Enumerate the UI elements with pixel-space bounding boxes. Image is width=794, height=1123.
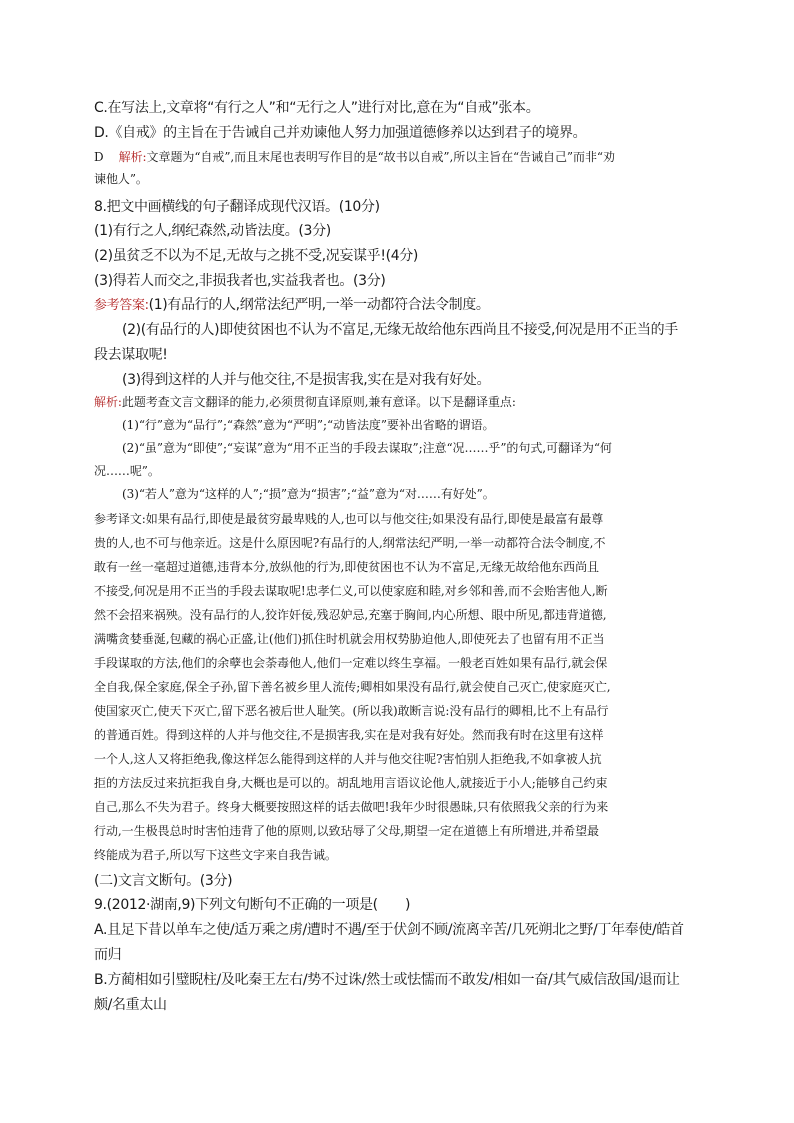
explanation-text: 此题考查文言文翻译的能力,必须贯彻直译原则,兼有意译。以下是翻译重点: — [121, 395, 516, 409]
translation-line: 敢有一丝一毫超过道德,违背本分,放纵他的行为,即使贫困也不认为不富足,无缘无故给他东西尚且 — [94, 560, 600, 574]
explanation-intro — [94, 393, 516, 410]
question-8: 8.把文中画横线的句子翻译成现代汉语。(10分) — [94, 199, 380, 215]
translation-line: 使国家灭亡,使天下灭亡,留下恶名被后世人耻笑。(所以我)敢断言说:没有品行的卿相,比不上有品行 — [94, 704, 609, 718]
explanation-3: (3)“若人”意为“这样的人”;“损”意为“损害”;“益”意为“对……有好处”。 — [122, 487, 495, 501]
translation-line: 的普通百姓。得到这样的人并与他交往,不是损害我,实在是对我有好处。然而我有时在这里有这样 — [94, 728, 604, 742]
translation-line: 行动,一生极畏总时时害怕违背了他的原则,以致玷辱了父母,期望一定在道德上有所增进,并希望最 — [94, 824, 600, 838]
translation-line: 拒的方法反过来抗拒我自身,大概也是可以的。胡乱地用言语议论他人,就接近于小人;能够自己约束 — [94, 776, 608, 790]
question-9-option-a-cont: 而归 — [94, 947, 122, 963]
explanation-1: (1)“行”意为“品行”;“森然”意为“严明”;“动皆法度”要补出省略的谓语。 — [122, 418, 495, 432]
explanation-label: 解析: — [94, 395, 122, 409]
analysis-text-cont: 谏他人”。 — [94, 172, 148, 186]
translation-line: 满嘴贪婪垂涎,包藏的祸心正盛,让(他们)抓住时机就会用权势胁迫他人,即使死去了也留有用不正当 — [94, 632, 605, 646]
question-9-option-a: A.且足下昔以单车之使/适万乘之虏/遭时不遇/至于伏剑不顾/流离辛苦/几死朔北之野/丁年奉使/皓首 — [94, 922, 684, 938]
translation-line: 贵的人,也不可与他亲近。这是什么原因呢?有品行的人,纲常法纪严明,一举一动都符合法令制度,不 — [94, 536, 606, 550]
reference-answer-3: (3)得到这样的人并与他交往,不是损害我,实在是对我有好处。 — [122, 372, 491, 388]
translation-line: 自己,那么不失为君子。终身大概要按照这样的话去做吧!我年少时很愚昧,只有依照我父亲的行为来 — [94, 800, 609, 814]
analysis-text: 文章题为“自戒”,而且末尾也表明写作目的是“故书以自戒”,所以主旨在“告诫自己”而非“劝 — [146, 150, 615, 164]
reference-answer-label: 参考答案: — [94, 298, 149, 313]
analysis-label: 解析: — [118, 150, 147, 164]
option-c: C.在写法上,文章将“有行之人”和“无行之人”进行对比,意在为“自戒”张本。 — [94, 100, 540, 116]
answer-letter: D — [94, 150, 104, 164]
translation-label: 参考译文: — [94, 512, 146, 526]
translation-line — [94, 510, 603, 527]
question-9-option-b: B.方蔺相如引璧睨柱/及叱秦王左右/势不过诛/然士或怯懦而不敢发/相如一奋/其气威信敌国/退而让 — [94, 972, 680, 988]
reference-answer-1 — [94, 294, 490, 314]
translation-line: 一个人,这人又将拒绝我,像这样怎么能得到这样的人并与他交往呢?害怕别人拒绝我,不如拿被人抗 — [94, 752, 602, 766]
explanation-2-cont: 况……呢”。 — [94, 464, 160, 478]
question-9: 9.(2012·湖南,9)下列文句断句不正确的一项是( ) — [94, 897, 411, 913]
translation-line: 全自我,保全家庭,保全子孙,留下善名被乡里人流传;卿相如果没有品行,就会使自己灭亡,使家庭灭亡, — [94, 680, 611, 694]
question-9-option-b-cont: 颇/名重太山 — [94, 997, 167, 1013]
translation-line: 然不会招来祸殃。没有品行的人,狡诈奸佞,残忍妒忌,充塞于胸间,内心所想、眼中所见,都违背道德, — [94, 608, 607, 622]
question-8-item-3: (3)得若人而交之,非损我者也,实益我者也。(3分) — [94, 273, 386, 289]
reference-answer-2: (2)(有品行的人)即使贫困也不认为不富足,无缘无故给他东西尚且不接受,何况是用不正当的手 — [122, 322, 678, 338]
answer-7 — [94, 148, 615, 165]
translation-line: 终能成为君子,所以写下这些文字来自我告诫。 — [94, 848, 337, 862]
translation-line: 手段谋取的方法,他们的余孽也会荼毒他人,他们一定难以终生享福。一般老百姓如果有品行,就会保 — [94, 656, 608, 670]
reference-answer-text: (1)有品行的人,纲常法纪严明,一举一动都符合法令制度。 — [148, 297, 490, 313]
explanation-2: (2)“虽”意为“即使”;“妄谋”意为“用不正当的手段去谋取”;注意“况……乎”的句式,可翻译为“何 — [122, 441, 612, 455]
reference-answer-2-cont: 段去谋取呢! — [94, 347, 168, 363]
question-8-item-2: (2)虽贫乏不以为不足,无故与之挑不受,况妄谋乎!(4分) — [94, 248, 419, 264]
translation-line: 不接受,何况是用不正当的手段去谋取呢!忠孝仁义,可以使家庭和睦,对乡邻和善,而不会贻害他人,断 — [94, 584, 608, 598]
question-8-item-1: (1)有行之人,纲纪森然,动皆法度。(3分) — [94, 223, 331, 239]
section-heading: (二)文言文断句。(3分) — [94, 873, 233, 889]
translation-text: 如果有品行,即使是最贫穷最卑贱的人,也可以与他交往;如果没有品行,即使是最富有最尊 — [145, 512, 604, 526]
option-d: D.《自戒》的主旨在于告诫自己并劝谏他人努力加强道德修养以达到君子的境界。 — [94, 125, 587, 141]
